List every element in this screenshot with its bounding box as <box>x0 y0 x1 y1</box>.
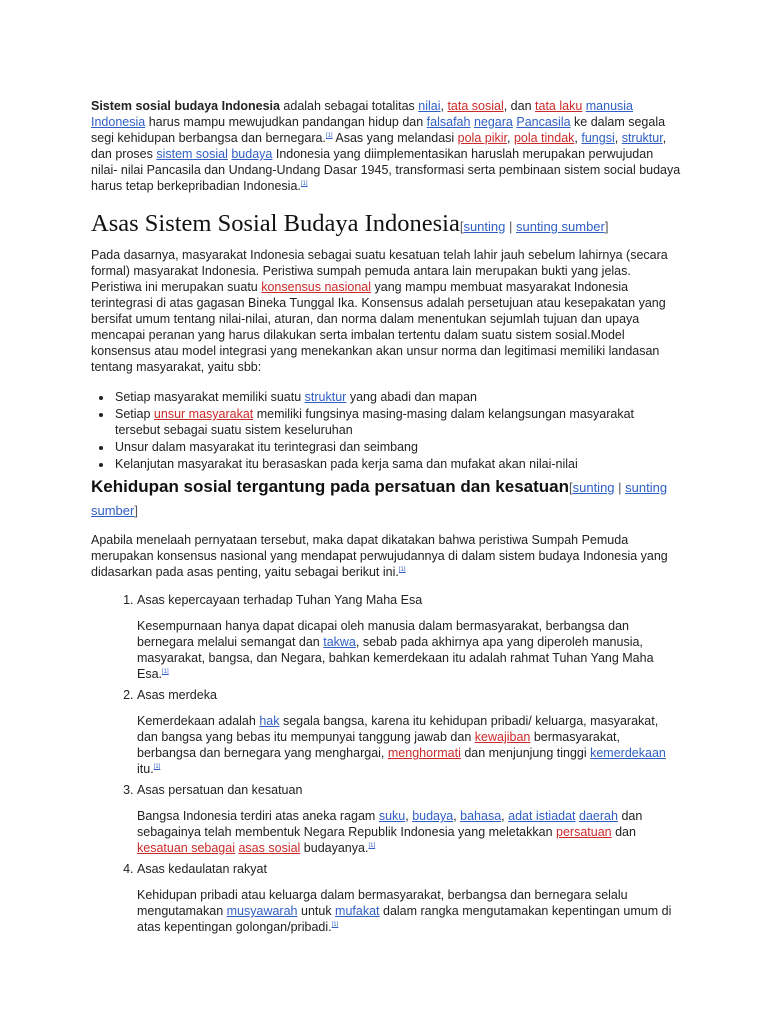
article-content <box>91 98 681 940</box>
link-manusia[interactable]: manusia <box>585 99 634 113</box>
edit-link-sunting[interactable]: sunting <box>463 219 506 234</box>
text: , <box>501 809 509 823</box>
link-budaya[interactable]: budaya <box>412 809 454 823</box>
link-tata-laku[interactable]: tata laku <box>535 99 583 113</box>
intro-paragraph <box>91 98 681 194</box>
bracket: ] <box>134 503 138 518</box>
text: yang mampu membuat masyarakat Indonesia terintegrasi di atas gagasan Bineka Tunggal Ika. Konsensus adalah persetujuan atau kesepakatan yang bersifat umum tentang nilai-nilai, aturan, dan norma dalam menentukan sejumlah tujuan dan upaya mencapai peranan yang harus dilakukan serta imbalan tertentu dalam suatu sistem sosial.Model konsensus atau model integrasi yang menekankan akan unsur norma dan legitimasi memiliki landasan tentang masyarakat, yaitu sbb: <box>91 280 666 374</box>
link-struktur[interactable]: struktur <box>621 131 663 145</box>
list-item <box>113 406 681 438</box>
link-pancasila[interactable]: Pancasila <box>516 115 571 129</box>
link-struktur[interactable]: struktur <box>304 390 347 404</box>
reference-link[interactable]: [1] <box>398 566 406 573</box>
text: budayanya. <box>300 841 369 855</box>
text: , <box>405 809 413 823</box>
text: Pada dasarnya, masyarakat Indonesia sebagai suatu kesatuan telah lahir jauh sebelum lahirnya (secara formal) masyarakat Indonesia. Peristiwa sumpah pemuda antara lain merupakan bukti yang jelas. Peristiwa ini merupakan suatu <box>91 248 668 294</box>
text: segala bangsa, karena itu kehidupan pribadi/ keluarga, masyarakat, dan bangsa yang bebas itu mempunyai tanggung jawab dan <box>137 714 659 744</box>
text: adalah sebagai totalitas <box>279 99 419 113</box>
link-konsensus-nasional[interactable]: konsensus nasional <box>261 280 372 294</box>
item-description <box>137 618 681 682</box>
section-heading-kehidupan <box>91 476 681 522</box>
link-fungsi[interactable]: fungsi <box>581 131 615 145</box>
text: dan menjunjung tinggi <box>460 746 591 760</box>
edit-links <box>460 219 609 234</box>
link-kemerdekaan[interactable]: kemerdekaan <box>590 746 666 760</box>
text: , dan proses <box>91 131 667 161</box>
separator: | <box>505 219 516 234</box>
link-takwa[interactable]: takwa <box>323 635 356 649</box>
link-persatuan[interactable]: persatuan <box>556 825 612 839</box>
text: , <box>614 131 622 145</box>
link-asas-sosial[interactable]: asas sosial <box>238 841 301 855</box>
item-description <box>137 887 681 935</box>
link-negara[interactable]: negara <box>473 115 513 129</box>
link-pola-pikir[interactable]: pola pikir <box>457 131 507 145</box>
link-falsafah[interactable]: falsafah <box>426 115 471 129</box>
text: , <box>507 131 514 145</box>
item-title: 2. Asas merdeka <box>137 688 217 702</box>
link-indonesia[interactable]: Indonesia <box>91 115 146 129</box>
text: Indonesia yang diimplementasikan haruslah merupakan perwujudan nilai- nilai Pancasila dan Undang-Undang Dasar 1945, transformasi serta pembinaan sistem social budaya harus tetap berkepribadian Indonesia. <box>91 147 681 193</box>
link-kewajiban[interactable]: kewajiban <box>474 730 531 744</box>
text: Bangsa Indonesia terdiri atas aneka ragam <box>137 809 379 823</box>
list-item <box>137 687 681 777</box>
text: , dan <box>503 99 536 113</box>
link-hak[interactable]: hak <box>259 714 280 728</box>
text: Kehidupan pribadi atau keluarga dalam bermasyarakat, berbangsa dan bernegara selalu mengutamakan <box>137 888 628 918</box>
link-mufakat[interactable]: mufakat <box>335 904 380 918</box>
link-adat-istiadat[interactable]: adat istiadat <box>508 809 576 823</box>
link-pola-tindak[interactable]: pola tindak <box>513 131 575 145</box>
asas-list <box>91 592 681 935</box>
edit-link-sunting-sumber[interactable]: sunting sumber <box>91 480 668 518</box>
text: yang abadi dan mapan <box>346 390 478 404</box>
text: Kesempurnaan hanya dapat dicapai oleh manusia dalam bermasyarakat, berbangsa dan bernegara melalui semangat dan <box>137 619 629 649</box>
link-sistem-sosial[interactable]: sistem sosial <box>156 147 228 161</box>
text: Setiap masyarakat memiliki suatu <box>115 390 305 404</box>
text: Setiap <box>115 407 154 421</box>
text: dan sebagainya telah membentuk Negara Republik Indonesia yang meletakkan <box>137 809 643 839</box>
link-budaya[interactable]: budaya <box>231 147 273 161</box>
link-tata-sosial[interactable]: tata sosial <box>447 99 504 113</box>
text: untuk <box>297 904 336 918</box>
text: bermasyarakat, berbangsa dan bernegara yang menghargai, <box>137 730 620 760</box>
link-nilai[interactable]: nilai <box>418 99 441 113</box>
list-item <box>137 592 681 682</box>
reference-link[interactable]: [1] <box>368 842 376 849</box>
link-unsur-masyarakat[interactable]: unsur masyarakat <box>153 407 254 421</box>
link-suku[interactable]: suku <box>378 809 406 823</box>
reference-link[interactable]: [1] <box>331 921 339 928</box>
text: dalam rangka mengutamakan kepentingan umum di atas kepentingan golongan/pribadi. <box>137 904 672 934</box>
list-item: • Kelanjutan masyarakat itu berasaskan pada kerja sama dan mufakat akan nilai-nilai <box>113 456 681 472</box>
section-heading-asas <box>91 210 681 241</box>
bracket: [ <box>459 219 464 234</box>
list-item: • Unsur dalam masyarakat itu terintegrasi dan seimbang <box>113 439 681 455</box>
reference-link[interactable]: [1] <box>300 180 308 187</box>
bracket: ] <box>604 219 609 234</box>
link-kesatuan-sebagai[interactable]: kesatuan sebagai <box>137 841 235 855</box>
heading-text: Kehidupan sosial tergantung pada persatuan dan kesatuan <box>91 477 569 496</box>
bullet-list <box>91 389 681 472</box>
item-title: 3. Asas persatuan dan kesatuan <box>137 783 303 797</box>
text: , <box>574 131 582 145</box>
bracket: [ <box>568 480 573 495</box>
separator: | <box>614 480 626 495</box>
reference-link[interactable]: [1] <box>325 132 333 139</box>
text: , <box>440 99 448 113</box>
edit-link-sunting[interactable]: sunting <box>572 480 615 495</box>
link-musyawarah[interactable]: musyawarah <box>226 904 298 918</box>
text: ke dalam segala segi kehidupan berbangsa dan bernegara. <box>91 115 666 145</box>
item-title: 4. Asas kedaulatan rakyat <box>137 862 267 876</box>
list-item <box>113 389 681 405</box>
text: Kemerdekaan adalah <box>137 714 260 728</box>
link-menghormati[interactable]: menghormati <box>387 746 461 760</box>
text: itu. <box>137 762 154 776</box>
section1-paragraph <box>91 247 681 375</box>
text: Apabila menelaah pernyataan tersebut, maka dapat dikatakan bahwa peristiwa Sumpah Pemuda merupakan konsensus nasional yang mendapat perwujudannya di dalam sistem budaya Indonesia yang didasarkan pada asas penting, yaitu sebagai berikut ini. <box>91 533 668 579</box>
item-description <box>137 713 681 777</box>
section2-intro <box>91 532 681 580</box>
intro-bold-term: Sistem sosial budaya Indonesia <box>91 99 280 113</box>
reference-link[interactable]: [1] <box>162 668 169 675</box>
link-bahasa[interactable]: bahasa <box>460 809 502 823</box>
heading-text: Asas Sistem Sosial Budaya Indonesia <box>91 210 460 237</box>
text: , <box>453 809 461 823</box>
text: harus mampu mewujudkan pandangan hidup dan <box>145 115 427 129</box>
reference-link[interactable]: [1] <box>153 763 161 770</box>
text: Asas yang melandasi <box>332 131 458 145</box>
item-description <box>137 808 681 856</box>
item-title: 1. Asas kepercayaan terhadap Tuhan Yang Maha Esa <box>137 593 423 607</box>
text: memiliki fungsinya masing-masing dalam kelangsungan masyarakat tersebut sebagai suatu sistem keseluruhan <box>115 407 635 437</box>
list-item <box>137 782 681 856</box>
list-item <box>137 861 681 935</box>
link-daerah[interactable]: daerah <box>579 809 618 823</box>
text: dan <box>611 825 636 839</box>
edit-link-sunting-sumber[interactable]: sunting sumber <box>515 219 605 234</box>
text: , sebab pada akhirnya apa yang diperoleh manusia, masyarakat, bangsa, dan Negara, bahkan kemerdekaan itu adalah rahmat Tuhan Yang Maha Esa. <box>137 635 654 681</box>
